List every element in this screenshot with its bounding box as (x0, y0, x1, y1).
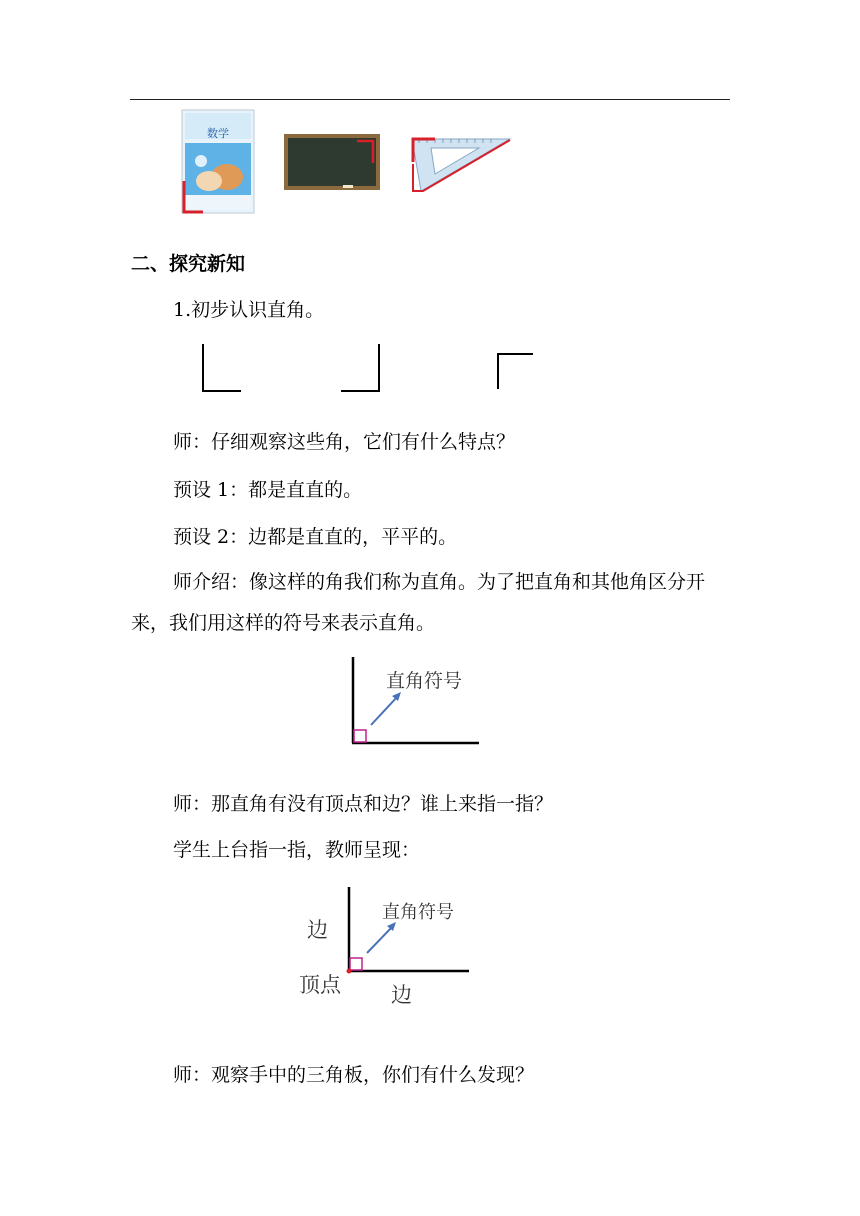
right-angle-symbol (350, 958, 362, 970)
teacher-intro-line-2: 来，我们用这样的符号来表示直角。 (131, 612, 436, 634)
right-angle-top-left (498, 354, 533, 389)
right-angle-symbol (354, 730, 366, 742)
cover-title: 数学 (207, 127, 229, 140)
symbol-label: 直角符号 (386, 670, 463, 692)
symbol-label: 直角符号 (382, 902, 454, 923)
teacher-intro-line-1: 师介绍：像这样的角我们称为直角。为了把直角和其他角区分开 (173, 571, 706, 593)
teacher-question-1: 师：仔细观察这些角，它们有什么特点？ (173, 431, 516, 453)
teacher-question-3: 师：观察手中的三角板，你们有什么发现？ (173, 1064, 535, 1086)
set-square-image (409, 134, 513, 194)
teacher-question-2: 师：那直角有没有顶点和边？谁上来指一指？ (173, 793, 554, 815)
side-label-bottom: 边 (391, 983, 412, 1007)
right-angle-examples (196, 340, 536, 396)
section-heading: 二、探究新知 (131, 253, 246, 275)
step-1-text: 1.初步认识直角。 (173, 299, 325, 321)
preset-answer-2: 预设 2：边都是直直的，平平的。 (173, 526, 458, 548)
vertex-dot (347, 969, 352, 974)
right-angle-bottom-right (341, 344, 379, 391)
header-rule (130, 99, 730, 100)
right-angle-parts-figure (295, 880, 475, 1010)
right-angle-symbol-figure (340, 650, 490, 750)
right-angle-bottom-left (203, 344, 241, 391)
vertex-label: 顶点 (299, 973, 341, 997)
side-label-left: 边 (307, 918, 328, 942)
textbook-cover-image (181, 109, 255, 214)
blackboard-image (283, 133, 381, 191)
preset-answer-1: 预设 1：都是直直的。 (173, 479, 363, 501)
students-demonstrate-text: 学生上台指一指，教师呈现： (173, 839, 421, 861)
